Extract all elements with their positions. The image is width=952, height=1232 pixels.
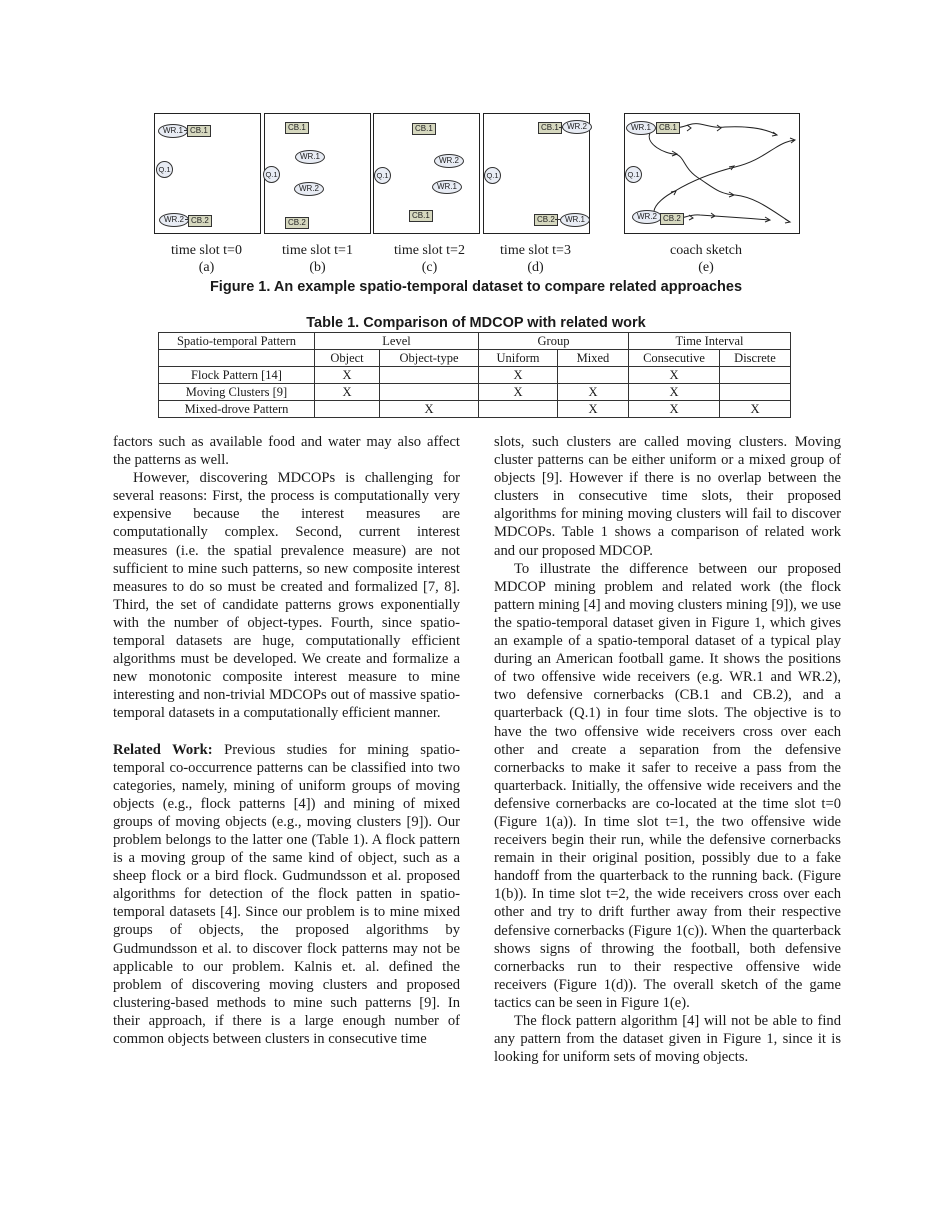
paragraph: The flock pattern algorithm [4] will not be able to find any pattern from the dataset given in Figure 1, since it is looking for uniform sets of moving objects. <box>494 1013 841 1066</box>
node-q1: Q.1 <box>263 166 280 183</box>
section-heading: Related Work: <box>113 741 213 758</box>
node-wr2: WR.2 <box>562 120 592 134</box>
paragraph: slots, such clusters are called moving clusters. Moving cluster patterns can be either uniform or a mixed group of objects [9]. However if there is no overlap between the clusters in consecutive time slots, their proposed algorithms for mining moving clusters will fail to discover MDCOPs. Table 1 shows a comparison of related work and our proposed MDCOP. <box>494 434 841 559</box>
paragraph: To illustrate the difference between our proposed MDCOP mining problem and related work (the flock pattern mining [4] and moving clusters mining [9]), we use the spatio-temporal dataset given in Figure 1, which gives an example of a spatio-temporal dataset of a typical play during an American football game. It shows the positions of two offensive wide receivers (e.g. WR.1 and WR.2), two defensive cornerbacks (CB.1 and CB.2), and a quarterback (Q.1) in four time slots. The objective is to have the two offensive wide receivers cross over each other and create a separation from the defensive cornerbacks to make it safer to receive a pass from the quarterback. Initially, the offensive wide receivers and the defensive cornerbacks are co-located at the time slot t=0 (Figure 1(a)). In time slot t=1, the two offensive wide receivers begin their run, while the defensive cornerbacks remain in their original position, possibly due to a fake handoff from the quarterback to the running back. (Figure 1(b)). In time slot t=2, the wide receivers cross over each other and try to drift further away from their respective defensive cornerbacks (Figure 1(c)). When the quarterback shows signs of throwing the football, both defensive cornerbacks run to their respective offensive wide receivers (Figure 1(d)). The overall sketch of the game tactics can be seen in Figure 1(e). <box>494 560 841 1011</box>
panel-label-b: time slot t=1 (b) <box>282 243 353 275</box>
cell <box>720 367 791 384</box>
paragraph: However, discovering MDCOPs is challenging for several reasons: First, the process is computationally very expensive because the interest measures are computationally complex. Second, current interest measures (i.e. the spatial prevalence measure) are not sufficient to mine such patterns, so new composite interest measures to do so must be created and formalized [7, 8]. Third, the set of candidate patterns grows exponentially with the number of object-types. Fourth, since spatio-temporal datasets are huge, computationally efficient algorithms must be developed. We create and formalize a new monotonic composite interest measure to mine interesting and non-trivial MDCOPs out of massive spatio-temporal datasets in a computationally efficient manner. <box>113 470 460 722</box>
node-cb1: CB.1 <box>656 122 680 134</box>
subheader-object-type: Object-type <box>380 350 479 367</box>
comparison-table <box>158 332 791 418</box>
node-cb2: CB.2 <box>534 214 558 226</box>
table-caption: Table 1. Comparison of MDCOP with related work <box>306 315 646 331</box>
table-row <box>159 367 791 384</box>
node-cb2: CB.2 <box>660 213 684 225</box>
table-row <box>159 401 791 418</box>
subheader-consecutive: Consecutive <box>629 350 720 367</box>
node-wr1: WR.1 <box>560 213 590 227</box>
node-wr1: WR.1 <box>432 180 462 194</box>
node-cb1-moved: CB.1 <box>409 210 433 222</box>
cell: X <box>629 384 720 401</box>
node-q1: Q.1 <box>484 167 501 184</box>
row-name: Flock Pattern [14] <box>159 367 315 384</box>
node-q1: Q.1 <box>625 166 642 183</box>
node-cb1: CB.1 <box>412 123 436 135</box>
cell: X <box>380 401 479 418</box>
right-column <box>494 433 841 1066</box>
left-column <box>113 433 460 1048</box>
panel-d <box>483 113 590 234</box>
cell: X <box>479 384 558 401</box>
subheader-object: Object <box>315 350 380 367</box>
table-subheader-row <box>159 350 791 367</box>
node-wr1: WR.1 <box>295 150 325 164</box>
paragraph: factors such as available food and water may also affect the patterns as well. <box>113 434 460 469</box>
panel-label-e: coach sketch (e) <box>670 243 742 275</box>
node-cb1: CB.1 <box>187 125 211 137</box>
node-cb1: CB.1 <box>285 122 309 134</box>
node-wr2: WR.2 <box>632 210 662 224</box>
header-time-interval: Time Interval <box>629 333 791 350</box>
cell <box>558 367 629 384</box>
cell: X <box>720 401 791 418</box>
cell: X <box>315 384 380 401</box>
cell: X <box>558 401 629 418</box>
node-q1: Q.1 <box>374 167 391 184</box>
header-pattern-blank <box>159 350 315 367</box>
node-wr2: WR.2 <box>434 154 464 168</box>
panel-a <box>154 113 261 234</box>
panel-label-c: time slot t=2 (c) <box>394 243 465 275</box>
figure-caption: Figure 1. An example spatio-temporal dataset to compare related approaches <box>209 279 743 295</box>
subheader-mixed: Mixed <box>558 350 629 367</box>
subheader-discrete: Discrete <box>720 350 791 367</box>
cell <box>479 401 558 418</box>
node-q1: Q.1 <box>156 161 173 178</box>
cell: X <box>629 401 720 418</box>
paragraph-gap <box>113 723 460 741</box>
cell <box>380 384 479 401</box>
cell <box>380 367 479 384</box>
header-group: Group <box>479 333 629 350</box>
cell: X <box>315 367 380 384</box>
cell: X <box>558 384 629 401</box>
panel-label-d: time slot t=3 (d) <box>500 243 571 275</box>
node-wr1: WR.1 <box>626 121 656 135</box>
cell: X <box>629 367 720 384</box>
panel-e-coach-sketch <box>624 113 800 234</box>
node-wr2: WR.2 <box>294 182 324 196</box>
cell <box>315 401 380 418</box>
row-name: Moving Clusters [9] <box>159 384 315 401</box>
node-cb2: CB.2 <box>285 217 309 229</box>
panel-label-a: time slot t=0 (a) <box>171 243 242 275</box>
table-row <box>159 384 791 401</box>
panel-c <box>373 113 480 234</box>
paragraph-related-work: Related Work: Previous studies for mining spatio-temporal co-occurrence patterns can be classified into two categories, namely, mining of uniform groups of moving objects (e.g., flock patterns [4]) and mining of mixed groups of moving objects (e.g., moving clusters [9]). Our problem belongs to the latter one (Table 1). A flock pattern is a moving group of the same kind of object, such as a sheep flock or a bird flock. Gudmundsson et al. proposed algorithms for detection of the flock patten in spatio-temporal datasets [4]. Since our problem is to mine mixed groups of objects, the proposed algorithms by Gudmundsson et al. to discover flock patterns may not be applicable to our problem. Kalnis et. al. defined the problem of discovering moving clusters and proposed clustering-based methods to mine such patterns [9]. In their approach, if there is a large enough number of common objects between clusters in consecutive time <box>113 741 461 1047</box>
node-cb2: CB.2 <box>188 215 212 227</box>
node-wr2: WR.2 <box>159 213 189 227</box>
table-header-row <box>159 333 791 350</box>
node-cb1: CB.1 <box>538 122 562 134</box>
header-level: Level <box>315 333 479 350</box>
cell <box>720 384 791 401</box>
row-name: Mixed-drove Pattern <box>159 401 315 418</box>
subheader-uniform: Uniform <box>479 350 558 367</box>
node-wr1: WR.1 <box>158 124 188 138</box>
header-pattern: Spatio-temporal Pattern <box>159 333 315 350</box>
cell: X <box>479 367 558 384</box>
panel-b <box>264 113 371 234</box>
